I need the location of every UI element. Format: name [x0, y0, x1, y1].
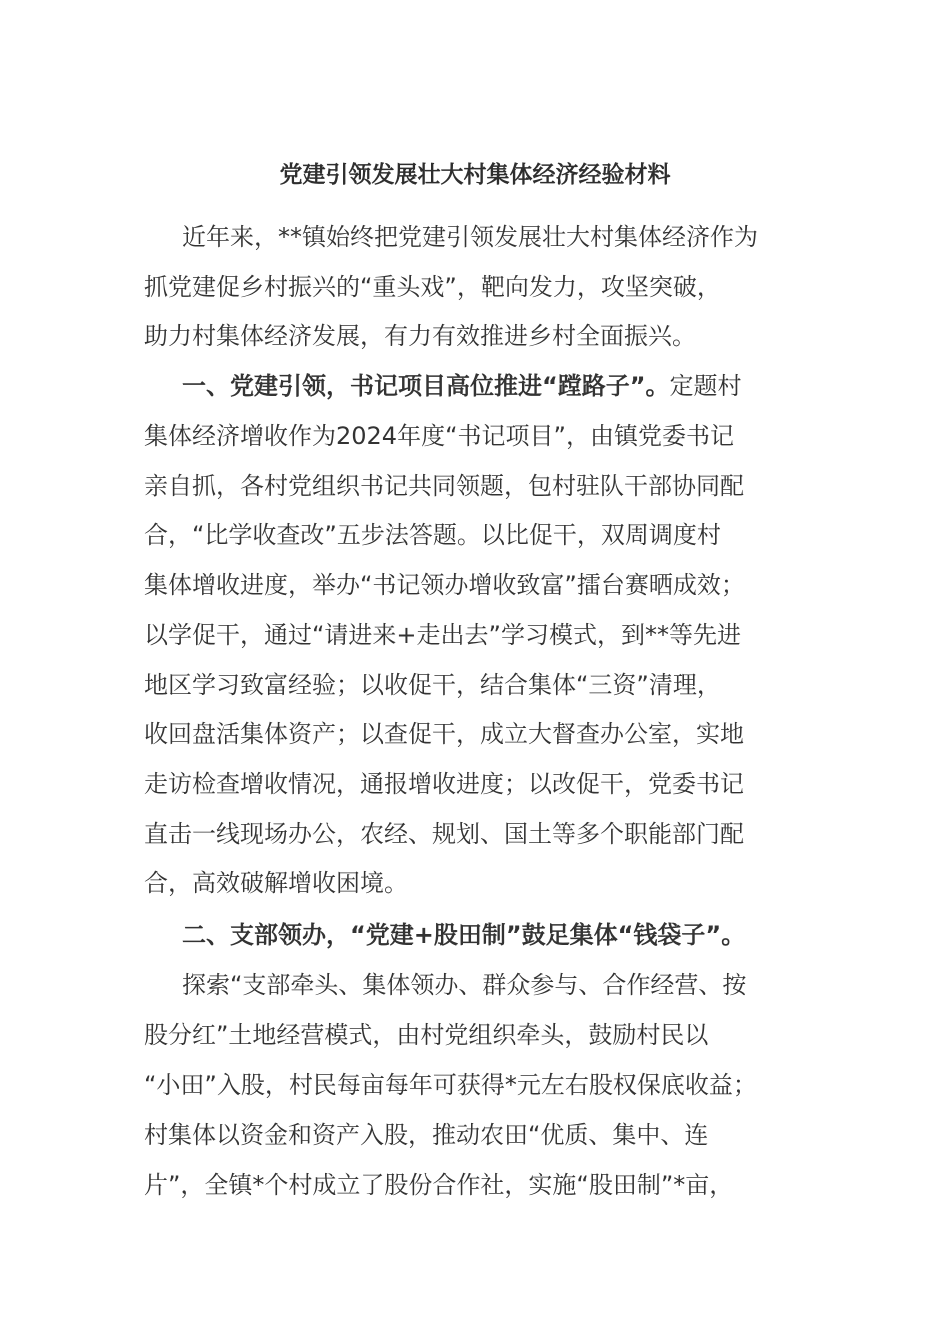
line-text: 助力村集体经济发展，有力有效推进乡村全面振兴。	[144, 322, 696, 350]
line-text: 村集体以资金和资产入股，推动农田“优质、集中、连	[144, 1121, 709, 1149]
line-text: 合，“比学收查改”五步法答题。以比促干，双周调度村	[144, 521, 721, 549]
line-text: 抓党建促乡村振兴的“重头戏”，靶向发力，攻坚突破，	[144, 273, 721, 301]
paragraph-line-6	[144, 468, 744, 504]
paragraph-line-11	[144, 716, 744, 752]
line-text: 集体经济增收作为2024年度“书记项目”，由镇党委书记	[144, 422, 734, 450]
line-text: 亲自抓，各村党组织书记共同领题，包村驻队干部协同配	[144, 472, 744, 500]
line-text: 直击一线现场办公，农经、规划、国土等多个职能部门配	[144, 820, 744, 848]
line-text: 集体增收进度，举办“书记领办增收致富”擂台赛晒成效；	[144, 571, 745, 599]
paragraph-line-8	[144, 567, 745, 603]
section-heading-1: 一、党建引领，书记项目高位推进“蹚路子”。	[182, 372, 670, 400]
paragraph-line-20	[144, 1167, 733, 1203]
line-text: 片”，全镇*个村成立了股份合作社，实施“股田制”*亩，	[144, 1171, 734, 1199]
paragraph-line-1	[182, 219, 758, 255]
line-text: 探索“支部牵头、集体领办、群众参与、合作经营、按	[182, 971, 747, 999]
paragraph-line-7	[144, 517, 721, 553]
paragraph-line-18	[144, 1067, 757, 1103]
line-text: 股分红”土地经营模式，由村党组织牵头，鼓励村民以	[144, 1021, 709, 1049]
section-heading-2: 二、支部领办，“党建+股田制”鼓足集体“钱袋子”。	[182, 921, 746, 949]
document-title: 党建引领发展壮大村集体经济经验材料	[279, 162, 671, 188]
paragraph-line-13	[144, 816, 744, 852]
line-text: 以学促干，通过“请进来+走出去”学习模式，到**等先进	[144, 621, 741, 649]
line-text: 近年来，**镇始终把党建引领发展壮大村集体经济作为	[182, 223, 758, 251]
paragraph-line-12	[144, 766, 744, 802]
line-text: 走访检查增收情况，通报增收进度；以改促干，党委书记	[144, 770, 744, 798]
paragraph-line-14	[144, 865, 408, 901]
line-text: 合，高效破解增收困境。	[144, 869, 408, 897]
paragraph-line-3	[144, 318, 696, 354]
paragraph-line-9	[144, 617, 741, 653]
paragraph-line-5	[144, 418, 734, 454]
paragraph-line-17	[144, 1017, 708, 1053]
line-text: 地区学习致富经验；以收促干，结合集体“三资”清理，	[144, 671, 721, 699]
paragraph-line-10	[144, 667, 721, 703]
paragraph-line-19	[144, 1117, 708, 1153]
paragraph-line-4	[182, 368, 742, 404]
line-text: 收回盘活集体资产；以查促干，成立大督查办公室，实地	[144, 720, 744, 748]
paragraph-line-15	[182, 917, 745, 953]
line-text: “小田”入股，村民每亩每年可获得*元左右股权保底收益；	[144, 1071, 757, 1099]
paragraph-line-2	[144, 269, 721, 305]
line-text: 定题村	[669, 372, 742, 400]
paragraph-line-16	[182, 967, 746, 1003]
